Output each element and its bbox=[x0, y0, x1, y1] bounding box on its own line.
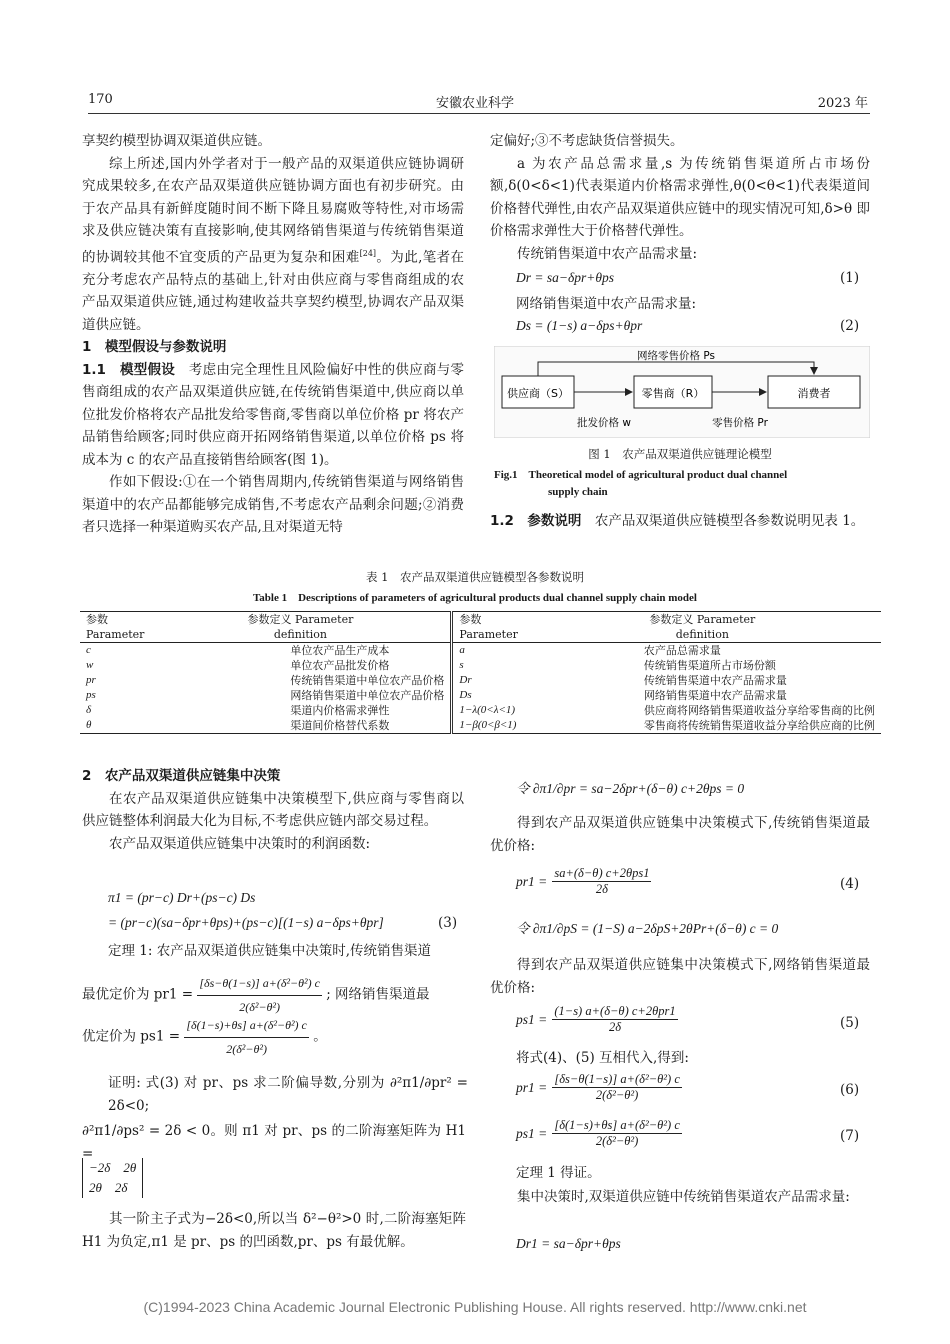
table-cell: 单位农产品批发价格 bbox=[290, 659, 390, 672]
page-number: 170 bbox=[88, 92, 113, 107]
parameter-table bbox=[80, 611, 881, 734]
table-cell: c bbox=[86, 644, 91, 656]
paragraph: 定偏好;③不考虑缺货信誉损失。 bbox=[490, 133, 684, 149]
copyright-footer: (C)1994-2023 China Academic Journal Electronic Publishing House. All rights reserved. http://www.cnki.net bbox=[143, 1299, 807, 1315]
table-cell: Dr bbox=[452, 673, 524, 688]
equation-8: Dr1 = sa−δpr+θps bbox=[516, 1236, 621, 1251]
paragraph: 农产品双渠道供应链集中决策时的利润函数: bbox=[109, 835, 371, 852]
paragraph: 集中决策时,双渠道供应链中传统销售渠道农产品需求量: bbox=[517, 1189, 850, 1205]
table-cell: 渠道间价格替代系数 bbox=[290, 719, 390, 732]
table-cell: 零售商将传统销售渠道收益分享给供应商的比例 bbox=[643, 719, 875, 732]
theorem-1-ps: 优定价为 ps1 = $\frac{\text{[δ(1−s)+θs] a+(δ²−θ²) c}}{\text{2(δ²−θ²)}}$ 。 bbox=[82, 1014, 466, 1060]
equation-4: pr1 = $\frac{\text{sa+(δ−θ) c+2θps1}}{2\delta}$ bbox=[516, 866, 650, 896]
table-row bbox=[80, 643, 881, 659]
journal-name: 安徽农业科学 bbox=[435, 96, 514, 111]
table-cell: 单位农产品生产成本 bbox=[290, 644, 390, 657]
table-cell: δ bbox=[86, 704, 92, 716]
header-cell: 参数定义 Parameter definition bbox=[649, 613, 756, 641]
equation-ling2: 令 ∂π1/∂pS = (1−S) a−2δpS+2θPr+(δ−θ) c = 0 bbox=[516, 921, 779, 936]
paragraph: 作如下假设:①在一个销售周期内,传统销售渠道与网络销售渠道中的农产品都能够完成销售,不考虑农产品剩余问题;②消费者只选择一种渠道购买农产品,且对渠道无特 bbox=[82, 474, 464, 535]
header-cell: 参数 Parameter bbox=[86, 613, 145, 641]
theorem-1: 定理 1: 农产品双渠道供应链集中决策时,传统销售渠道 bbox=[108, 943, 432, 959]
table-cell: 传统销售渠道所占市场份额 bbox=[643, 659, 776, 672]
table-row bbox=[80, 718, 881, 734]
wholesale-price-label: 批发价格 w bbox=[577, 417, 631, 429]
table-row bbox=[80, 688, 881, 703]
table-cell: 网络销售渠道中农产品需求量 bbox=[643, 689, 787, 702]
paragraph: 将式(4)、(5) 互相代入,得到: bbox=[516, 1050, 689, 1066]
table-cell: ps bbox=[86, 689, 96, 701]
left-column-bottom bbox=[82, 765, 464, 855]
section-heading: 1 模型假设与参数说明 bbox=[82, 339, 227, 355]
year: 2023 年 bbox=[817, 96, 868, 111]
table-caption: 表 1 农产品双渠道供应链模型各参数说明 bbox=[366, 570, 584, 584]
equation-2: Ds = (1−s) a−δps+θpr bbox=[516, 318, 643, 333]
table-row bbox=[80, 673, 881, 688]
paragraph: 综上所述,国内外学者对于一般产品的双渠道供应链协调研究成果较多,在农产品双渠道供应链协调方面也有初步研究。由于农产品具有新鲜度随时间不断下降且易腐败等特性,对市场需求及供应链决策有直接影响,使其网络销售渠道与传统销售渠道的协调较其他不宜变质的产品更为复杂和困难[24]。为此,笔者在充分考虑农产品特点的基础上,针对由供应商与零售商组成的农产品双渠道供应链,通过构建收益共享契约模型,协调农产品双渠道供应链。 bbox=[82, 155, 465, 333]
figure-caption-en: supply chain bbox=[548, 486, 608, 498]
paragraph: 1.1 模型假设 考虑由完全理性且风险偏好中性的供应商与零售商组成的农产品双渠道供应链,在传统销售渠道中,供应商以单位批发价格将农产品批发给零售商,零售商以单位价格 pr 将农产品销售给顾客;同时供应商开拓网络销售渠道,以单位价格 ps 将成本为 c 的农产品直接销售给顾客(图 1)。 bbox=[82, 361, 465, 468]
header-cell: 参数定义 Parameter definition bbox=[247, 613, 354, 641]
paragraph: 定理 1 得证。 bbox=[516, 1165, 601, 1181]
online-price-label: 网络零售价格 Ps bbox=[637, 350, 715, 362]
equation-7: ps1 = $\frac{\text{[δ(1−s)+θs] a+(δ²−θ²) c}}{\text{2(δ²−θ²)}}$ bbox=[516, 1118, 680, 1148]
paragraph: 得到农产品双渠道供应链集中决策模式下,传统销售渠道最优价格: bbox=[490, 815, 870, 854]
paragraph: 在农产品双渠道供应链集中决策模型下,供应商与零售商以供应链整体利润最大化为目标,不考虑供应链内部交易过程。 bbox=[82, 790, 464, 829]
equation-5: ps1 = $\frac{\text{(1−s) a+(δ−θ) c+2θpr1}}{2\delta}$ bbox=[516, 1004, 676, 1034]
right-column-top bbox=[490, 130, 870, 265]
hessian-matrix: −2δ 2θ 2θ 2δ bbox=[82, 1158, 143, 1198]
label: 网络销售渠道中农产品需求量: bbox=[516, 296, 697, 312]
table-body bbox=[80, 643, 881, 734]
equation-number: (4) bbox=[840, 876, 860, 892]
table-cell: s bbox=[452, 658, 524, 673]
paragraph: 1.2 参数说明 农产品双渠道供应链模型各参数说明见表 1。 bbox=[490, 513, 865, 529]
paragraph: 其一阶主子式为−2δ<0,所以当 δ²−θ²>0 时,二阶海塞矩阵 H1 为负定,π1 是 pr、ps 的凹函数,pr、ps 有最优解。 bbox=[82, 1211, 466, 1250]
equation-3b: = (pr−c)(sa−δpr+θps)+(ps−c)[(1−s) a−δps+θpr] bbox=[108, 915, 384, 930]
paragraph: 享契约模型协调双渠道供应链。 bbox=[82, 133, 271, 149]
table-caption-en: Table 1 Descriptions of parameters of agricultural products dual channel supply chain model bbox=[252, 592, 697, 604]
table-cell: 1−β(0<β<1) bbox=[452, 718, 524, 734]
retail-price-label: 零售价格 Pr bbox=[712, 417, 768, 429]
table-cell: Ds bbox=[452, 688, 524, 703]
equation-3a: π1 = (pr−c) Dr+(ps−c) Ds bbox=[108, 890, 256, 905]
table-cell: a bbox=[452, 643, 524, 659]
figure-caption: 图 1 农产品双渠道供应链理论模型 bbox=[588, 447, 772, 461]
table-cell: 农产品总需求量 bbox=[643, 644, 721, 657]
section-heading: 2 农产品双渠道供应链集中决策 bbox=[82, 768, 281, 784]
table-cell: 传统销售渠道中单位农产品价格 bbox=[290, 674, 445, 687]
equation-6: pr1 = $\frac{\text{[δs−θ(1−s)] a+(δ²−θ²) c}}{\text{2(δ²−θ²)}}$ bbox=[516, 1072, 680, 1102]
table-cell: pr bbox=[86, 674, 96, 686]
equation-ling1: 令 ∂π1/∂pr = sa−2δpr+(δ−θ) c+2θps = 0 bbox=[516, 781, 745, 796]
proof-line: ∂²π1/∂ps² = 2δ < 0。则 π1 对 pr、ps 的二阶海塞矩阵为 H1 = bbox=[82, 1123, 466, 1162]
equation-number: (2) bbox=[840, 318, 860, 334]
table-row bbox=[80, 658, 881, 673]
equation-number: (7) bbox=[840, 1128, 860, 1144]
consumer-label: 消费者 bbox=[797, 387, 831, 400]
retailer-label: 零售商（R） bbox=[641, 387, 705, 400]
table-cell: 1−λ(0<λ<1) bbox=[452, 703, 524, 718]
equation-1: Dr = sa−δpr+θps bbox=[516, 270, 615, 285]
equation-number: (1) bbox=[840, 270, 860, 286]
equation-number: (3) bbox=[438, 915, 458, 931]
paragraph: a 为农产品总需求量,s 为传统销售渠道所占市场份额,δ(0<δ<1)代表渠道内价格需求弹性,θ(0<θ<1)代表渠道间价格替代弹性,由农产品双渠道供应链中的现实情况可知,δ>θ 即价格需求弹性大于价格替代弹性。 bbox=[490, 155, 870, 239]
table-cell: θ bbox=[86, 719, 92, 731]
table-cell: 供应商将网络销售渠道收益分享给零售商的比例 bbox=[643, 704, 875, 717]
table-cell: w bbox=[86, 659, 94, 671]
left-column-top bbox=[82, 130, 464, 539]
paragraph: 得到农产品双渠道供应链集中决策模式下,网络销售渠道最优价格: bbox=[490, 957, 870, 996]
figure-caption-en: Fig.1 Theoretical model of agricultural product dual channel bbox=[494, 469, 788, 481]
equation-number: (5) bbox=[840, 1015, 860, 1031]
paragraph: 传统销售渠道中农产品需求量: bbox=[517, 245, 698, 262]
table-cell: 渠道内价格需求弹性 bbox=[290, 704, 390, 717]
supplier-label: 供应商（S） bbox=[507, 387, 569, 400]
proof-line: 证明: 式(3) 对 pr、ps 求二阶偏导数,分别为 ∂²π1/∂pr² = 2δ<0; bbox=[108, 1075, 468, 1114]
table-cell: 传统销售渠道中农产品需求量 bbox=[643, 674, 787, 687]
equation-number: (6) bbox=[840, 1082, 860, 1098]
table-cell: 网络销售渠道中单位农产品价格 bbox=[290, 689, 445, 702]
theorem-1-pr: 最优定价为 pr1 = $\frac{\text{[δs−θ(1−s)] a+(δ²−θ²) c}}{\text{2(δ²−θ²)}}$ ; 网络销售渠道最 bbox=[82, 972, 466, 1018]
header-rule bbox=[88, 113, 870, 114]
supply-chain-diagram bbox=[494, 346, 870, 438]
header-cell: 参数 Parameter bbox=[452, 612, 524, 643]
table-row bbox=[80, 703, 881, 718]
